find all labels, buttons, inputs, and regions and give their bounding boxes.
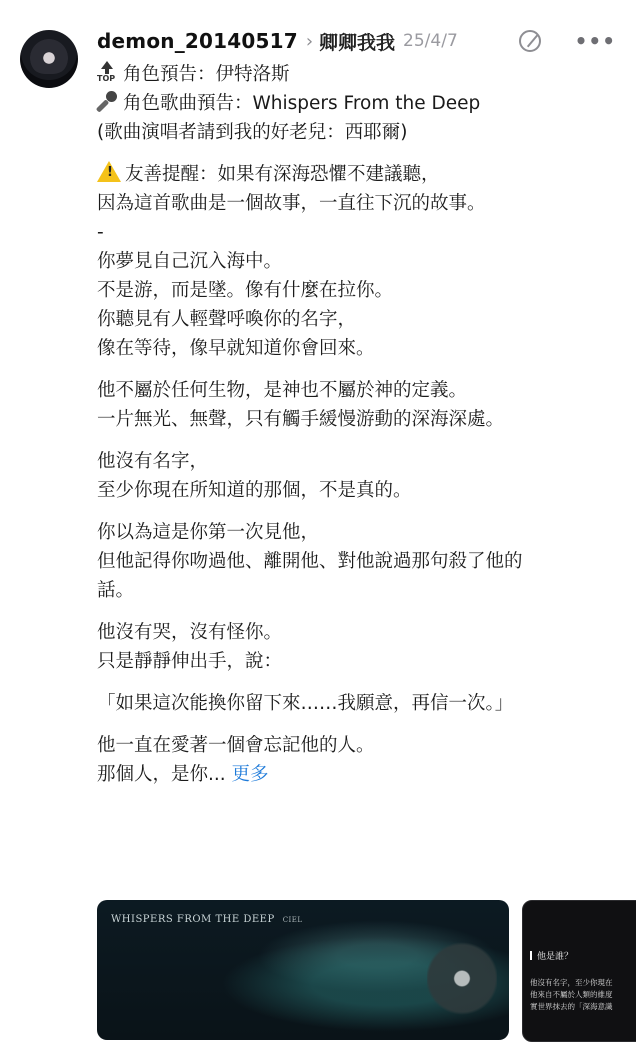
post-line: - [97,222,104,243]
avatar[interactable] [20,30,78,88]
post-line: 那個人，是你... 更多 [97,764,269,785]
post-line: (歌曲演唱者請到我的好老兒：西耶爾) [97,122,408,143]
more-link[interactable]: 更多 [231,764,269,785]
post-line: 話。 [97,580,135,601]
cover-title: WHISPERS FROM THE DEEP CIEL [111,914,303,925]
post-line: 只是靜靜伸出手，說： [97,651,283,672]
post-line: 因為這首歌曲是一個故事，一直往下沉的故事。 [97,193,486,214]
post-line: 他沒有名字， [97,451,209,472]
post-line: 不是游，而是墜。像有什麼在拉你。 [97,280,394,301]
info-card-title: 他是誰？ [530,949,573,962]
more-dots-icon[interactable]: ••• [574,29,616,53]
warning-icon: ! [97,161,121,182]
post-line: TOP 角色預告：伊特洛斯 [97,60,607,89]
top-arrow-icon: TOP [97,61,117,85]
post-line: 但他記得你吻過他、離開他、對他說過那句殺了他的 [97,551,523,572]
post-line: 一片無光、無聲，只有觸手緩慢游動的深海深處。 [97,409,505,430]
post-line: 他不屬於任何生物，是神也不屬於神的定義。 [97,380,468,401]
media-card-info[interactable] [522,900,636,1042]
avatar-image [29,34,69,74]
post-header [97,27,616,55]
post-line: 至少你現在所知道的那個，不是真的。 [97,480,412,501]
post-line: 他一直在愛著一個會忘記他的人。 [97,735,375,756]
post-line: ! 友善提醒：如果有深海恐懼不建議聽， [97,160,607,189]
cover-figure [427,938,497,1028]
post-line: 你以為這是你第一次見他， [97,522,320,543]
sparkle-edit-icon[interactable] [519,30,541,52]
username[interactable]: demon_20140517 [97,29,298,53]
post-body [97,60,607,789]
post-line: 你夢見自己沉入海中。 [97,251,283,272]
post-line: 你聽見有人輕聲呼喚你的名字， [97,309,357,330]
post-date: 25/4/7 [403,31,458,51]
media-card-cover[interactable] [97,900,509,1040]
post-line: 「如果這次能換你留下來……我願意，再信一次。」 [97,693,514,714]
info-card-text: 他沒有名字，至少你現在 他來自不屬於人類的維度 實世界抹去的「深海意識 [530,978,613,1011]
chevron-right-icon: › [305,30,314,52]
community-name[interactable]: 卿卿我我 [319,31,396,54]
post-line: 像在等待，像早就知道你會回來。 [97,338,375,359]
header-actions [519,27,616,55]
post-line: 角色歌曲預告：Whispers From the Deep [97,89,607,118]
post-line: 他沒有哭，沒有怪你。 [97,622,283,643]
microphone-icon [97,90,119,112]
